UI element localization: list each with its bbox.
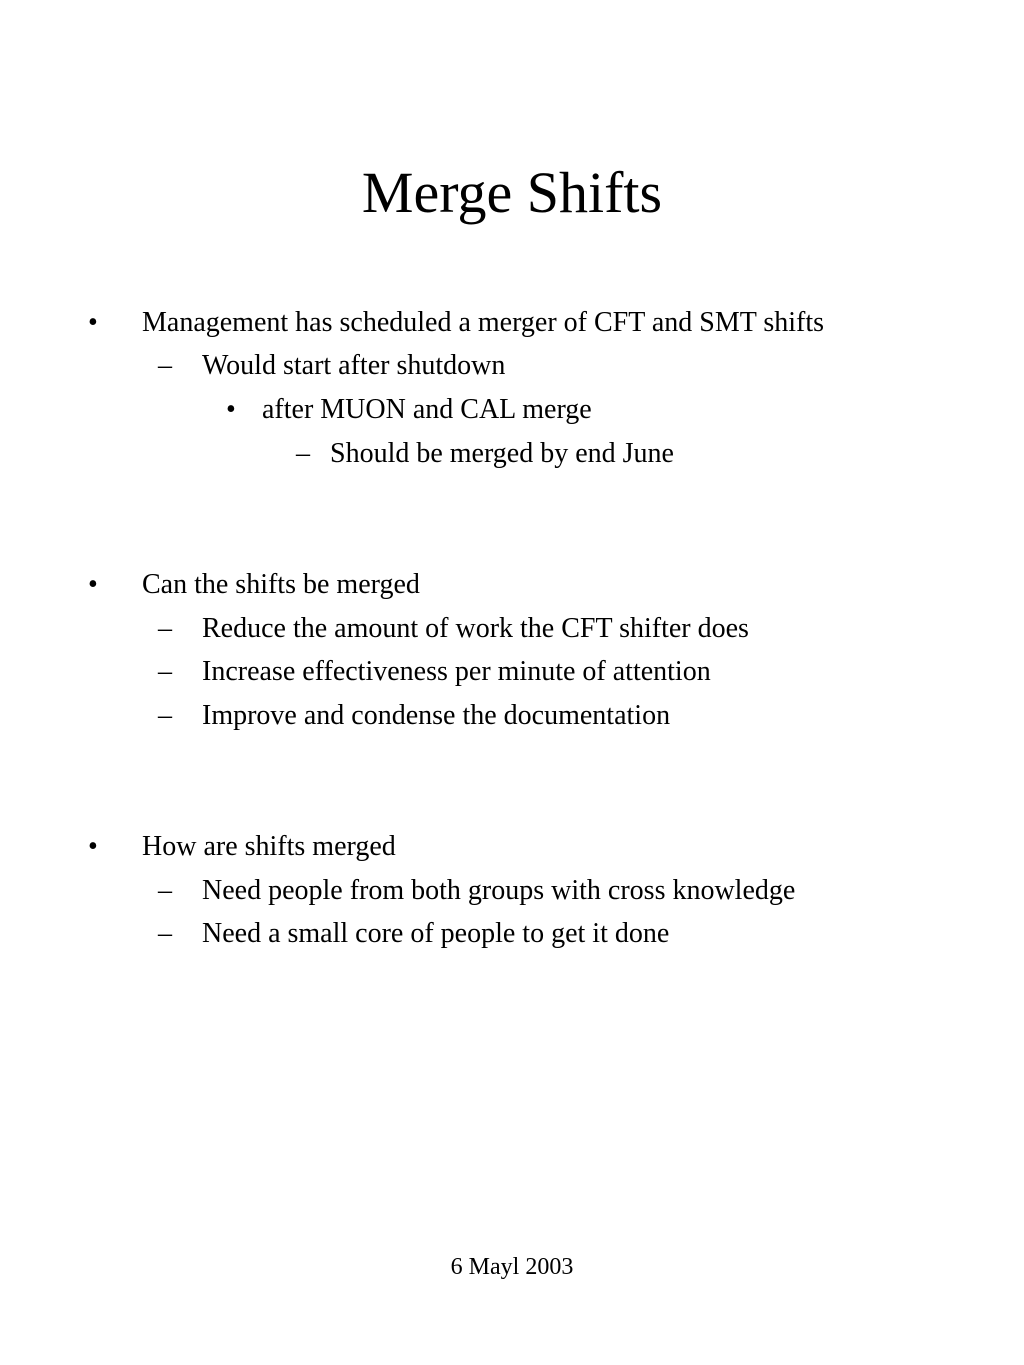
dash-marker: – [158, 350, 172, 381]
sub-item-small-core: Need a small core of people to get it done [202, 918, 670, 949]
bullet-marker: • [88, 307, 98, 338]
bullet-item-can-shifts-merge: Can the shifts be merged [142, 569, 420, 600]
dash-marker: – [158, 875, 172, 906]
bullet-item-how-shifts-merged: How are shifts merged [142, 831, 396, 862]
sub-item-improve-documentation: Improve and condense the documentation [202, 700, 671, 731]
dash-marker: – [158, 700, 172, 731]
dash-marker: – [158, 656, 172, 687]
dash-marker: – [158, 613, 172, 644]
sub-sub-item-after-muon-cal: after MUON and CAL merge [262, 394, 592, 425]
sub-item-cross-knowledge: Need people from both groups with cross knowledge [202, 875, 796, 906]
slide-footer-date: 6 Mayl 2003 [450, 1254, 574, 1280]
bullet-marker: • [88, 569, 98, 600]
sub-sub-sub-item-end-june: Should be merged by end June [330, 438, 674, 469]
sub-item-increase-effectiveness: Increase effectiveness per minute of attention [202, 656, 711, 687]
dash-marker: – [158, 918, 172, 949]
bullet-marker: • [88, 831, 98, 862]
sub-item-reduce-work: Reduce the amount of work the CFT shifter does [202, 613, 749, 644]
bullet-item-management-merger: Management has scheduled a merger of CFT and SMT shifts [142, 307, 824, 338]
slide-title: Merge Shifts [361, 160, 663, 225]
sub-item-start-after-shutdown: Would start after shutdown [202, 350, 506, 381]
bullet-marker: • [226, 394, 236, 425]
dash-marker: – [296, 438, 310, 469]
